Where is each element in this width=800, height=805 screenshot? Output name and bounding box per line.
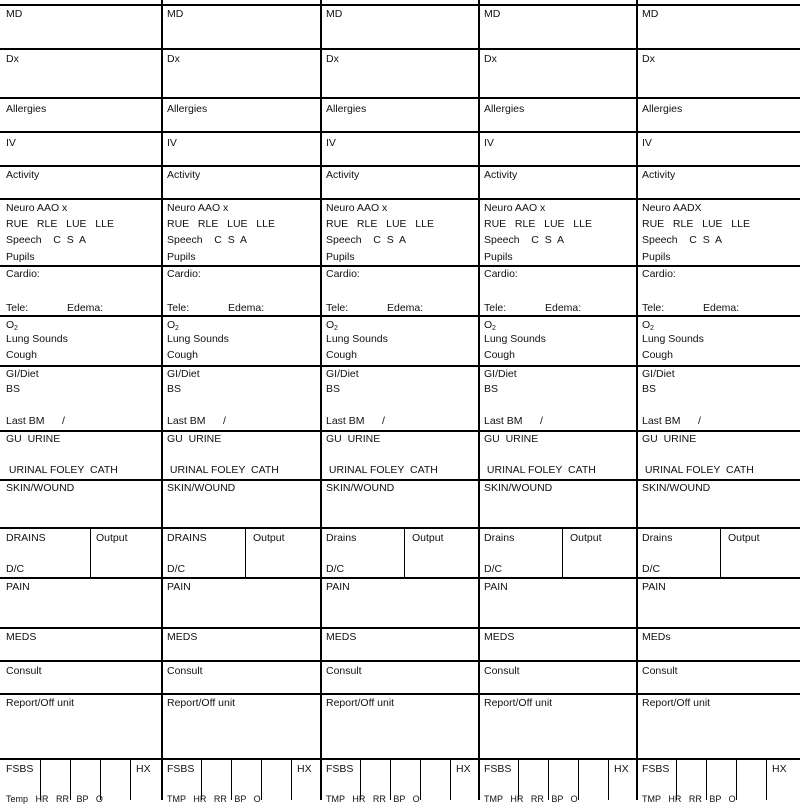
- fsbs-box-divider: [608, 758, 609, 800]
- row-divider: [636, 97, 800, 99]
- lung-sounds-field: Lung Sounds: [642, 333, 704, 345]
- gu-urine-field: GU URINE: [6, 433, 61, 445]
- speech-field: Speech C S A: [484, 234, 564, 246]
- neuro-field: Neuro AAO x: [6, 202, 68, 214]
- patient-column: [161, 0, 320, 804]
- pain-field: PAIN: [326, 581, 350, 593]
- vitals-row: TMP HR RR BP O: [167, 794, 261, 804]
- cardio-field: Cardio:: [167, 268, 201, 280]
- row-divider: [478, 577, 636, 579]
- dx-field: Dx: [642, 53, 655, 65]
- fsbs-box-divider: [130, 758, 131, 800]
- dx-field: Dx: [484, 53, 497, 65]
- consult-field: Consult: [484, 665, 520, 677]
- drains-field: DRAINS: [6, 532, 46, 544]
- row-divider: [0, 479, 161, 481]
- row-divider: [478, 430, 636, 432]
- row-divider: [320, 165, 478, 167]
- consult-field: Consult: [167, 665, 203, 677]
- row-divider: [161, 4, 320, 6]
- dx-field: Dx: [326, 53, 339, 65]
- fsbs-box-divider: [766, 758, 767, 800]
- allergies-field: Allergies: [326, 103, 367, 115]
- output-field: Output: [412, 532, 444, 544]
- row-divider: [0, 265, 161, 267]
- speech-field: Speech C S A: [326, 234, 406, 246]
- gi-diet-field: GI/Diet: [326, 368, 359, 380]
- output-field: Output: [728, 532, 760, 544]
- row-divider: [0, 315, 161, 317]
- row-divider: [636, 198, 800, 200]
- row-divider: [161, 527, 320, 529]
- cough-field: Cough: [326, 349, 357, 361]
- pupils-field: Pupils: [326, 251, 355, 263]
- row-divider: [478, 479, 636, 481]
- row-divider: [161, 479, 320, 481]
- report-off-unit-field: Report/Off unit: [6, 697, 75, 709]
- row-divider: [320, 660, 478, 662]
- activity-field: Activity: [484, 169, 518, 181]
- consult-field: Consult: [6, 665, 42, 677]
- row-divider: [161, 758, 320, 760]
- fsbs-field: FSBS: [6, 763, 34, 775]
- fsbs-field: FSBS: [642, 763, 670, 775]
- row-divider: [320, 131, 478, 133]
- tele-field: Tele:: [484, 302, 507, 314]
- iv-field: IV: [6, 137, 16, 149]
- activity-field: Activity: [6, 169, 40, 181]
- drains-output-divider: [245, 527, 246, 577]
- iv-field: IV: [167, 137, 177, 149]
- iv-field: IV: [484, 137, 494, 149]
- patient-column: [636, 0, 800, 804]
- row-divider: [636, 165, 800, 167]
- row-divider: [320, 758, 478, 760]
- row-divider: [478, 48, 636, 50]
- hx-field: HX: [297, 763, 312, 775]
- row-divider: [478, 4, 636, 6]
- row-divider: [161, 430, 320, 432]
- vitals-row: TMP HR RR BP O: [326, 794, 420, 804]
- o2-field: O: [6, 319, 15, 331]
- speech-field: Speech C S A: [6, 234, 86, 246]
- pain-field: PAIN: [6, 581, 30, 593]
- edema-field: Edema:: [387, 302, 424, 314]
- skin-wound-field: SKIN/WOUND: [167, 482, 236, 494]
- report-off-unit-field: Report/Off unit: [642, 697, 711, 709]
- row-divider: [0, 97, 161, 99]
- extremities-field: RUE RLE LUE LLE: [6, 218, 114, 230]
- patient-column: [0, 0, 161, 804]
- row-divider: [0, 165, 161, 167]
- md-field: MD: [326, 8, 343, 20]
- fsbs-box-divider: [291, 758, 292, 800]
- urinal-foley-cath-field: URINAL FOLEY CATH: [6, 464, 118, 476]
- fsbs-field: FSBS: [326, 763, 354, 775]
- last-bm-field: Last BM /: [326, 415, 385, 427]
- activity-field: Activity: [326, 169, 360, 181]
- tele-field: Tele:: [642, 302, 665, 314]
- row-divider: [0, 365, 161, 367]
- fsbs-box-divider: [420, 758, 421, 800]
- neuro-field: Neuro AAO x: [326, 202, 388, 214]
- meds-field: MEDS: [6, 631, 37, 643]
- row-divider: [161, 693, 320, 695]
- row-divider: [0, 693, 161, 695]
- pupils-field: Pupils: [167, 251, 196, 263]
- row-divider: [0, 577, 161, 579]
- pain-field: PAIN: [642, 581, 666, 593]
- gi-diet-field: GI/Diet: [484, 368, 517, 380]
- hx-field: HX: [614, 763, 629, 775]
- row-divider: [478, 198, 636, 200]
- consult-field: Consult: [326, 665, 362, 677]
- row-divider: [0, 758, 161, 760]
- md-field: MD: [642, 8, 659, 20]
- row-divider: [478, 693, 636, 695]
- gu-urine-field: GU URINE: [642, 433, 697, 445]
- fsbs-box-divider: [261, 758, 262, 800]
- meds-field: MEDS: [326, 631, 357, 643]
- tele-field: Tele:: [6, 302, 29, 314]
- fsbs-box-divider: [450, 758, 451, 800]
- o2-subscript: 2: [650, 325, 654, 332]
- column-divider: [161, 0, 163, 800]
- hx-field: HX: [136, 763, 151, 775]
- o2-subscript: 2: [334, 325, 338, 332]
- row-divider: [0, 527, 161, 529]
- skin-wound-field: SKIN/WOUND: [642, 482, 711, 494]
- row-divider: [320, 479, 478, 481]
- last-bm-field: Last BM /: [484, 415, 543, 427]
- row-divider: [0, 198, 161, 200]
- pain-field: PAIN: [484, 581, 508, 593]
- cough-field: Cough: [167, 349, 198, 361]
- row-divider: [320, 577, 478, 579]
- allergies-field: Allergies: [642, 103, 683, 115]
- row-divider: [636, 660, 800, 662]
- row-divider: [320, 693, 478, 695]
- pupils-field: Pupils: [6, 251, 35, 263]
- dc-field: D/C: [167, 563, 186, 575]
- fsbs-field: FSBS: [484, 763, 512, 775]
- iv-field: IV: [326, 137, 336, 149]
- urinal-foley-cath-field: URINAL FOLEY CATH: [484, 464, 596, 476]
- row-divider: [636, 527, 800, 529]
- allergies-field: Allergies: [484, 103, 525, 115]
- row-divider: [0, 48, 161, 50]
- row-divider: [320, 198, 478, 200]
- o2-subscript: 2: [14, 325, 18, 332]
- bs-field: BS: [326, 383, 341, 395]
- last-bm-field: Last BM /: [642, 415, 701, 427]
- cardio-field: Cardio:: [6, 268, 40, 280]
- bs-field: BS: [6, 383, 21, 395]
- gu-urine-field: GU URINE: [167, 433, 222, 445]
- drains-field: Drains: [642, 532, 673, 544]
- column-divider: [636, 0, 638, 800]
- row-divider: [478, 165, 636, 167]
- edema-field: Edema:: [703, 302, 740, 314]
- pupils-field: Pupils: [484, 251, 513, 263]
- row-divider: [320, 627, 478, 629]
- row-divider: [0, 660, 161, 662]
- report-off-unit-field: Report/Off unit: [167, 697, 236, 709]
- row-divider: [636, 315, 800, 317]
- row-divider: [320, 48, 478, 50]
- row-divider: [320, 97, 478, 99]
- urinal-foley-cath-field: URINAL FOLEY CATH: [326, 464, 438, 476]
- row-divider: [320, 4, 478, 6]
- patient-column: [478, 0, 636, 804]
- tele-field: Tele:: [167, 302, 190, 314]
- iv-field: IV: [642, 137, 652, 149]
- row-divider: [636, 265, 800, 267]
- allergies-field: Allergies: [6, 103, 47, 115]
- output-field: Output: [570, 532, 602, 544]
- report-off-unit-field: Report/Off unit: [326, 697, 395, 709]
- speech-field: Speech C S A: [642, 234, 722, 246]
- row-divider: [478, 660, 636, 662]
- row-divider: [0, 4, 161, 6]
- row-divider: [478, 315, 636, 317]
- row-divider: [636, 430, 800, 432]
- activity-field: Activity: [167, 169, 201, 181]
- edema-field: Edema:: [67, 302, 104, 314]
- md-field: MD: [6, 8, 23, 20]
- skin-wound-field: SKIN/WOUND: [6, 482, 75, 494]
- drains-field: Drains: [484, 532, 515, 544]
- row-divider: [320, 265, 478, 267]
- neuro-field: Neuro AADX: [642, 202, 702, 214]
- dc-field: D/C: [484, 563, 503, 575]
- row-divider: [0, 131, 161, 133]
- lung-sounds-field: Lung Sounds: [6, 333, 68, 345]
- gi-diet-field: GI/Diet: [642, 368, 675, 380]
- hx-field: HX: [772, 763, 787, 775]
- row-divider: [161, 365, 320, 367]
- row-divider: [320, 365, 478, 367]
- activity-field: Activity: [642, 169, 676, 181]
- cardio-field: Cardio:: [326, 268, 360, 280]
- output-field: Output: [253, 532, 285, 544]
- row-divider: [161, 97, 320, 99]
- o2-field: O: [484, 319, 493, 331]
- md-field: MD: [167, 8, 184, 20]
- column-divider: [320, 0, 322, 800]
- dc-field: D/C: [326, 563, 345, 575]
- drains-output-divider: [404, 527, 405, 577]
- meds-field: MEDs: [642, 631, 671, 643]
- neuro-field: Neuro AAO x: [167, 202, 229, 214]
- tele-field: Tele:: [326, 302, 349, 314]
- row-divider: [636, 4, 800, 6]
- row-divider: [161, 165, 320, 167]
- cough-field: Cough: [484, 349, 515, 361]
- urinal-foley-cath-field: URINAL FOLEY CATH: [167, 464, 279, 476]
- gu-urine-field: GU URINE: [326, 433, 381, 445]
- drains-field: Drains: [326, 532, 357, 544]
- speech-field: Speech C S A: [167, 234, 247, 246]
- o2-field: O: [326, 319, 335, 331]
- drains-output-divider: [90, 527, 91, 577]
- extremities-field: RUE RLE LUE LLE: [167, 218, 275, 230]
- row-divider: [478, 131, 636, 133]
- drains-output-divider: [720, 527, 721, 577]
- dx-field: Dx: [6, 53, 19, 65]
- cough-field: Cough: [642, 349, 673, 361]
- last-bm-field: Last BM /: [167, 415, 226, 427]
- meds-field: MEDS: [484, 631, 515, 643]
- row-divider: [161, 627, 320, 629]
- row-divider: [636, 627, 800, 629]
- extremities-field: RUE RLE LUE LLE: [326, 218, 434, 230]
- drains-field: DRAINS: [167, 532, 207, 544]
- bs-field: BS: [167, 383, 182, 395]
- row-divider: [636, 693, 800, 695]
- row-divider: [0, 430, 161, 432]
- vitals-row: TMP HR RR BP O: [484, 794, 578, 804]
- row-divider: [161, 265, 320, 267]
- row-divider: [161, 131, 320, 133]
- row-divider: [161, 577, 320, 579]
- extremities-field: RUE RLE LUE LLE: [484, 218, 592, 230]
- edema-field: Edema:: [545, 302, 582, 314]
- last-bm-field: Last BM /: [6, 415, 65, 427]
- gi-diet-field: GI/Diet: [167, 368, 200, 380]
- neuro-field: Neuro AAO x: [484, 202, 546, 214]
- vitals-row: Temp HR RR BP O: [6, 794, 103, 804]
- fsbs-box-divider: [736, 758, 737, 800]
- o2-field: O: [642, 319, 651, 331]
- row-divider: [636, 131, 800, 133]
- row-divider: [478, 527, 636, 529]
- lung-sounds-field: Lung Sounds: [167, 333, 229, 345]
- extremities-field: RUE RLE LUE LLE: [642, 218, 750, 230]
- row-divider: [636, 365, 800, 367]
- row-divider: [478, 97, 636, 99]
- row-divider: [478, 265, 636, 267]
- row-divider: [636, 577, 800, 579]
- row-divider: [161, 198, 320, 200]
- vitals-row: TMP HR RR BP O: [642, 794, 736, 804]
- hx-field: HX: [456, 763, 471, 775]
- skin-wound-field: SKIN/WOUND: [484, 482, 553, 494]
- gi-diet-field: GI/Diet: [6, 368, 39, 380]
- row-divider: [0, 627, 161, 629]
- report-off-unit-field: Report/Off unit: [484, 697, 553, 709]
- row-divider: [636, 479, 800, 481]
- dc-field: D/C: [642, 563, 661, 575]
- lung-sounds-field: Lung Sounds: [326, 333, 388, 345]
- drains-output-divider: [562, 527, 563, 577]
- fsbs-field: FSBS: [167, 763, 195, 775]
- row-divider: [161, 315, 320, 317]
- pupils-field: Pupils: [642, 251, 671, 263]
- patient-column: [320, 0, 478, 804]
- dc-field: D/C: [6, 563, 25, 575]
- consult-field: Consult: [642, 665, 678, 677]
- dx-field: Dx: [167, 53, 180, 65]
- cough-field: Cough: [6, 349, 37, 361]
- row-divider: [320, 315, 478, 317]
- bs-field: BS: [642, 383, 657, 395]
- skin-wound-field: SKIN/WOUND: [326, 482, 395, 494]
- row-divider: [478, 627, 636, 629]
- bs-field: BS: [484, 383, 499, 395]
- pain-field: PAIN: [167, 581, 191, 593]
- row-divider: [320, 430, 478, 432]
- row-divider: [161, 48, 320, 50]
- urinal-foley-cath-field: URINAL FOLEY CATH: [642, 464, 754, 476]
- o2-field: O: [167, 319, 176, 331]
- lung-sounds-field: Lung Sounds: [484, 333, 546, 345]
- meds-field: MEDS: [167, 631, 198, 643]
- row-divider: [636, 758, 800, 760]
- row-divider: [636, 48, 800, 50]
- edema-field: Edema:: [228, 302, 265, 314]
- md-field: MD: [484, 8, 501, 20]
- row-divider: [320, 527, 478, 529]
- row-divider: [478, 758, 636, 760]
- allergies-field: Allergies: [167, 103, 208, 115]
- row-divider: [161, 660, 320, 662]
- o2-subscript: 2: [175, 325, 179, 332]
- fsbs-box-divider: [578, 758, 579, 800]
- o2-subscript: 2: [492, 325, 496, 332]
- gu-urine-field: GU URINE: [484, 433, 539, 445]
- output-field: Output: [96, 532, 128, 544]
- column-divider: [478, 0, 480, 800]
- cardio-field: Cardio:: [484, 268, 518, 280]
- cardio-field: Cardio:: [642, 268, 676, 280]
- row-divider: [478, 365, 636, 367]
